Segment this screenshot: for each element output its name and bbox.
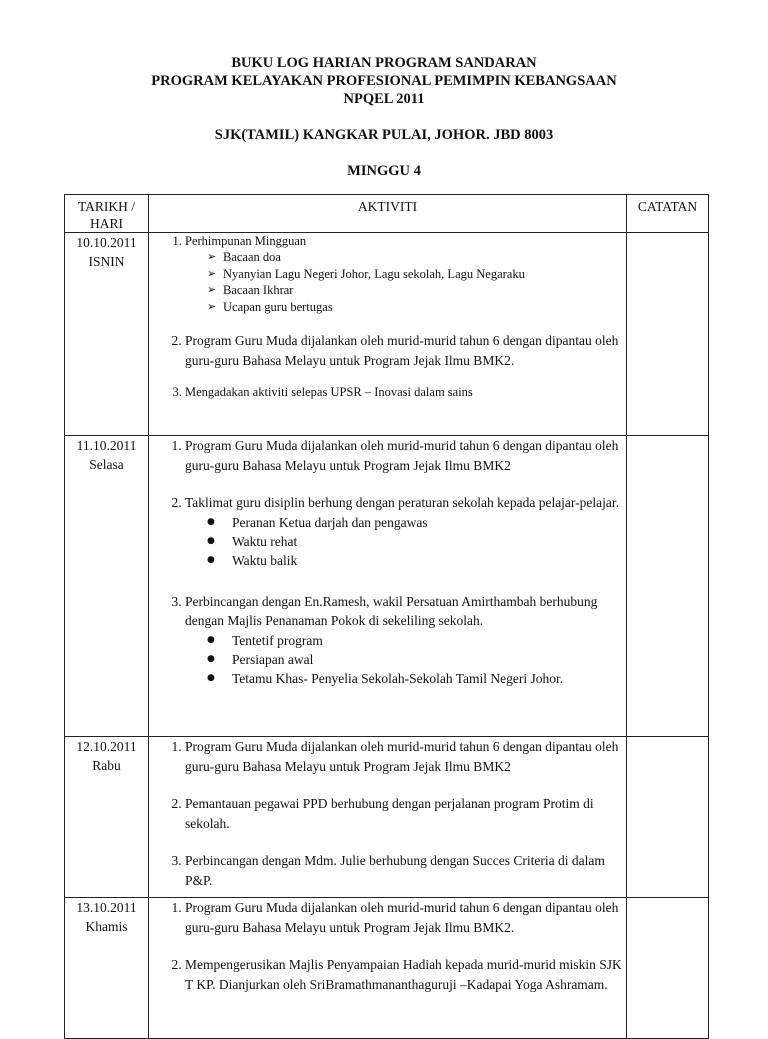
date-cell bbox=[65, 898, 149, 1039]
header-line-3: NPQEL 2011 bbox=[343, 91, 425, 107]
notes-cell bbox=[627, 233, 709, 436]
activity-list bbox=[149, 898, 626, 994]
table-row bbox=[65, 898, 709, 1039]
sub-item: ● Persiapan awal bbox=[207, 650, 626, 669]
sub-item: ➢ Ucapan guru bertugas bbox=[207, 299, 626, 316]
school-name: SJK(TAMIL) KANGKAR PULAI, JOHOR. JBD 8003 bbox=[214, 127, 554, 143]
activity-cell bbox=[149, 737, 627, 898]
log-table bbox=[64, 194, 709, 1039]
list-item: 2. Program Guru Muda dijalankan oleh murid-murid tahun 6 dengan dipantau oleh guru-guru Bahasa Melayu untuk Program Jejak Ilmu BMK2. bbox=[185, 331, 626, 370]
list-item: 1. Program Guru Muda dijalankan oleh murid-murid tahun 6 dengan dipantau oleh guru-guru Bahasa Melayu untuk Program Jejak Ilmu BMK2 bbox=[185, 737, 626, 776]
list-item: 3. Mengadakan aktiviti selepas UPSR – Inovasi dalam sains bbox=[185, 384, 626, 400]
header-line-2: PROGRAM KELAYAKAN PROFESIONAL PEMIMPIN KEBANGSAAN bbox=[151, 73, 617, 89]
document-header bbox=[0, 54, 768, 180]
col-header-activity: AKTIVITI bbox=[149, 195, 627, 233]
sub-item: ● Waktu balik bbox=[207, 551, 626, 570]
list-item: 1. Program Guru Muda dijalankan oleh murid-murid tahun 6 dengan dipantau oleh guru-guru Bahasa Melayu untuk Program Jejak Ilmu BMK2 bbox=[185, 436, 626, 475]
activity-list bbox=[149, 233, 626, 400]
col-header-date: TARIKH / HARI bbox=[65, 195, 149, 233]
list-item: 2. Mempengerusikan Majlis Penyampaian Hadiah kepada murid-murid miskin SJK T KP. Dianjurkan oleh SriBramathmananthaguruji –Kadapai Yoga Ashramam. bbox=[185, 955, 626, 994]
date-cell bbox=[65, 737, 149, 898]
table-header-row bbox=[65, 195, 709, 233]
list-item: 3. Perbincangan dengan En.Ramesh, wakil Persatuan Amirthambah berhubung dengan Majlis Penanaman Pokok di sekeliling sekolah. ● Tentetif program ● Persiapan awal ● Tetamu Khas- Penyelia Sekolah-Sekolah Tamil Negeri Johor. bbox=[185, 592, 626, 688]
sub-item: ➢ Nyanyian Lagu Negeri Johor, Lagu sekolah, Lagu Negaraku bbox=[207, 266, 626, 283]
date: 10.10.2011 bbox=[76, 235, 137, 250]
activity-cell bbox=[149, 436, 627, 737]
activity-list bbox=[149, 737, 626, 890]
col-header-notes: CATATAN bbox=[627, 195, 709, 233]
activity-cell bbox=[149, 898, 627, 1039]
table-row bbox=[65, 436, 709, 737]
activity-cell bbox=[149, 233, 627, 436]
list-item: 3. Perbincangan dengan Mdm. Julie berhubung dengan Succes Criteria di dalam P&P. bbox=[185, 851, 626, 890]
sub-item: ➢ Bacaan Ikhrar bbox=[207, 282, 626, 299]
activity-list bbox=[149, 436, 626, 688]
sub-list bbox=[185, 631, 626, 688]
sub-item: ● Tentetif program bbox=[207, 631, 626, 650]
day: ISNIN bbox=[88, 254, 125, 269]
table-row bbox=[65, 737, 709, 898]
sub-item: ● Tetamu Khas- Penyelia Sekolah-Sekolah Tamil Negeri Johor. bbox=[207, 669, 626, 688]
sub-list bbox=[185, 513, 626, 570]
day: Khamis bbox=[85, 919, 128, 934]
date: 12.10.2011 bbox=[76, 739, 137, 754]
header-line-1: BUKU LOG HARIAN PROGRAM SANDARAN bbox=[231, 55, 537, 71]
list-item: 2. Taklimat guru disiplin berhung dengan peraturan sekolah kepada pelajar-pelajar. ● Peranan Ketua darjah dan pengawas ● Waktu rehat ● Waktu balik bbox=[185, 493, 626, 570]
list-item: 1. Program Guru Muda dijalankan oleh murid-murid tahun 6 dengan dipantau oleh guru-guru Bahasa Melayu untuk Program Jejak Ilmu BMK2. bbox=[185, 898, 626, 937]
date: 11.10.2011 bbox=[76, 438, 137, 453]
day: Rabu bbox=[92, 758, 121, 773]
notes-cell bbox=[627, 436, 709, 737]
notes-cell bbox=[627, 737, 709, 898]
table-row bbox=[65, 233, 709, 436]
sub-item: ● Waktu rehat bbox=[207, 532, 626, 551]
sub-item: ● Peranan Ketua darjah dan pengawas bbox=[207, 513, 626, 532]
date-cell bbox=[65, 436, 149, 737]
notes-cell bbox=[627, 898, 709, 1039]
date-cell bbox=[65, 233, 149, 436]
date: 13.10.2011 bbox=[76, 900, 137, 915]
list-item: 2. Pemantauan pegawai PPD berhubung dengan perjalanan program Protim di sekolah. bbox=[185, 794, 626, 833]
sub-list bbox=[185, 249, 626, 315]
day: Selasa bbox=[89, 457, 124, 472]
sub-item: ➢ Bacaan doa bbox=[207, 249, 626, 266]
week-label: MINGGU 4 bbox=[347, 163, 421, 179]
list-item: 1. Perhimpunan Mingguan ➢ Bacaan doa ➢ Nyanyian Lagu Negeri Johor, Lagu sekolah, Lagu Negaraku ➢ Bacaan Ikhrar ➢ Ucapan guru bertugas bbox=[185, 233, 626, 315]
